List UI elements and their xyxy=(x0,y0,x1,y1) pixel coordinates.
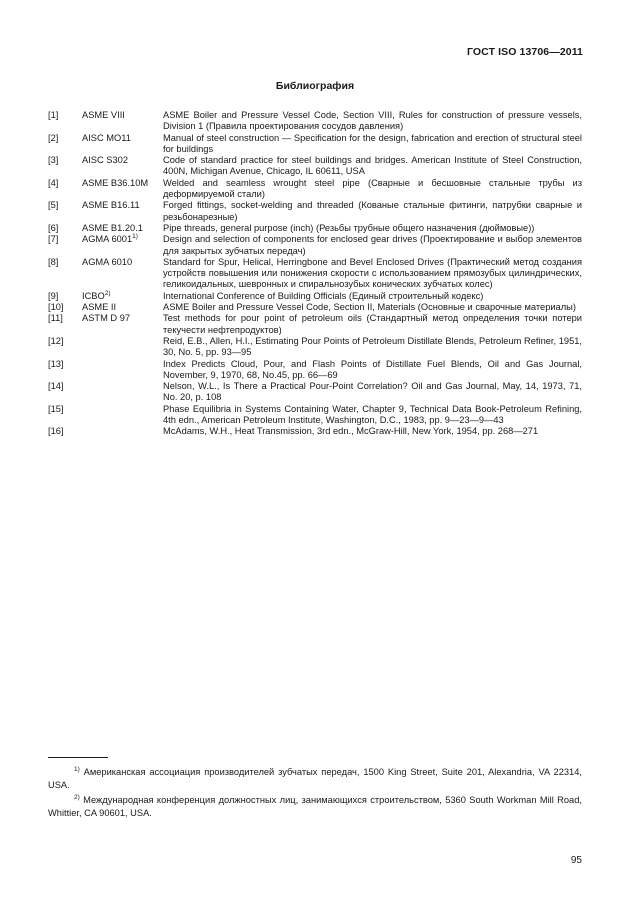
entry-text: ASME Boiler and Pressure Vessel Code, Section II, Materials (Основные и сварочные материалы) xyxy=(163,302,576,313)
entry-text: McAdams, W.H., Heat Transmission, 3rd edn., McGraw-Hill, New York, 1954, pp. 268—271 xyxy=(163,426,539,437)
entry-code: AGMA 6010 xyxy=(82,256,133,267)
entry-code: AISC S302 xyxy=(82,155,128,166)
bibliography-entry xyxy=(48,359,582,382)
footnote-text: Американская ассоциация производителей зубчатых передач, 1500 King Street, Suite 201, Alexandria, VA 22314, USA. xyxy=(48,767,582,790)
entry-code xyxy=(82,404,163,427)
entry-number: [1] xyxy=(48,110,59,120)
entry-number: [4] xyxy=(48,177,59,188)
entry-code: ICBO$^{2)}$ xyxy=(82,289,111,301)
footnote-mark: 1) xyxy=(74,766,80,773)
entry-text: Welded and seamless wrought steel pipe (Сварные и бесшовные стальные трубы из деформируемой стали) xyxy=(163,177,582,200)
bibliography-entry xyxy=(48,426,582,437)
entry-number: [2] xyxy=(48,132,59,143)
entry-text: Phase Equilibria in Systems Containing Water, Chapter 9, Technical Data Book-Petroleum Refining, 4th edn., American Petroleum Institute, Washington, D.C., 1983, pp. 9—23—9—43 xyxy=(163,403,582,426)
document-standard-header: ГОСТ ISO 13706—2011 xyxy=(466,46,583,58)
entry-code: ASME B36.10M xyxy=(82,177,149,188)
footnote-mark: 2) xyxy=(74,794,80,801)
entry-code: AGMA 6001$^{1)}$ xyxy=(82,233,138,245)
bibliography-entry xyxy=(48,234,582,257)
bibliography-entry xyxy=(48,200,582,223)
footnotes xyxy=(48,766,582,822)
entry-text: ASME Boiler and Pressure Vessel Code, Section VIII, Rules for construction of pressure vessels, Division 1 (Правила проектирования сосудов давления) xyxy=(163,110,582,132)
bibliography-entry xyxy=(48,291,582,302)
entry-code: ASME B1.20.1 xyxy=(82,222,143,233)
bibliography-entry xyxy=(48,302,582,313)
bibliography-entry xyxy=(48,223,582,234)
entry-number: [14] xyxy=(48,381,64,392)
bibliography-entry xyxy=(48,404,582,427)
entry-number: [8] xyxy=(48,256,59,267)
entry-text: Index Predicts Cloud, Pour, and Flash Points of Distillate Fuel Blends, Oil and Gas Journal, November, 9, 1970, 68, No.45, pp. 66—69 xyxy=(163,358,582,380)
footnote-ref: 1) xyxy=(132,233,138,241)
bibliography-entry xyxy=(48,110,582,133)
entry-text: Design and selection of components for enclosed gear drives (Проектирование и выбор элементов для закрытых зубчатых передач) xyxy=(163,234,582,256)
entry-code xyxy=(82,336,163,359)
bibliography-entry xyxy=(48,313,582,336)
bibliography-list xyxy=(48,110,582,438)
footnote-text: Международная конференция должностных лиц, занимающихся строительством, 5360 South Workman Mill Road, Whittier, CA 90601, USA. xyxy=(48,795,582,818)
entry-text: Reid, E.B., Allen, H.I., Estimating Pour Points of Petroleum Distillate Blends, Petroleum Refiner, 1951, 30, No. 5, pp. 93—95 xyxy=(163,335,582,358)
entry-number: [13] xyxy=(48,358,64,369)
footnote xyxy=(48,766,582,791)
footnote-ref: 2) xyxy=(104,289,111,297)
entry-number: [5] xyxy=(48,200,59,211)
entry-code xyxy=(82,359,163,382)
entry-text: Manual of steel construction — Specification for the design, fabrication and erection of structural steel for buildings xyxy=(163,132,582,154)
entry-number: [9] xyxy=(48,290,59,301)
entry-code: ASME VIII xyxy=(82,110,125,120)
entry-text: Code of standard practice for steel buildings and bridges. American Institute of Steel Construction, 400N, Michigan Avenue, Chicago, IL 60611, USA xyxy=(163,155,582,177)
bibliography-entry xyxy=(48,133,582,156)
entry-number: [11] xyxy=(48,313,63,324)
bibliography-entry xyxy=(48,155,582,178)
entry-text: Pipe threads, general purpose (inch) (Резьбы трубные общего назначения (дюймовые)) xyxy=(163,222,535,233)
entry-code: AISC MO11 xyxy=(82,132,131,143)
entry-number: [6] xyxy=(48,222,59,233)
bibliography-entry xyxy=(48,178,582,201)
entry-text: International Conference of Building Officials (Единый строительный кодекс) xyxy=(163,290,484,301)
footnote xyxy=(48,794,582,819)
entry-code: ASME II xyxy=(82,302,117,313)
entry-number: [7] xyxy=(48,234,59,245)
entry-number: [3] xyxy=(48,155,59,166)
entry-number: [16] xyxy=(48,426,64,437)
footnote-divider xyxy=(48,757,108,758)
entry-number: [12] xyxy=(48,335,64,346)
bibliography-entry xyxy=(48,336,582,359)
entry-code xyxy=(82,426,163,437)
bibliography-entry xyxy=(48,257,582,291)
page-number: 95 xyxy=(570,855,582,866)
entry-code: ASTM D 97 xyxy=(82,313,131,324)
bibliography-entry xyxy=(48,381,582,404)
entry-text: Test methods for pour point of petroleum oils (Стандартный метод определения точки потери текучести нефтепродуктов) xyxy=(163,313,582,335)
entry-code: ASME B16.11 xyxy=(82,200,140,211)
bibliography-title: Библиография xyxy=(275,80,355,92)
entry-number: [15] xyxy=(48,403,64,414)
entry-code xyxy=(82,381,163,404)
entry-text: Standard for Spur, Helical, Herringbone and Bevel Enclosed Drives (Практический метод создания устройств повышения или понижения скорости с использованием прямозубых цилиндрических, геликоидальных, шевронных и спиральнозубых конических зубчатых колес) xyxy=(163,256,582,290)
entry-text: Forged fittings, socket-welding and threaded (Кованые стальные фитинги, патрубки сварные и резьбонарезные) xyxy=(163,200,582,222)
entry-text: Nelson, W.L., Is There a Practical Pour-Point Correlation? Oil and Gas Journal, May, 14, 1973, 71, No. 20, p. 108 xyxy=(163,381,582,403)
entry-number: [10] xyxy=(48,302,64,313)
